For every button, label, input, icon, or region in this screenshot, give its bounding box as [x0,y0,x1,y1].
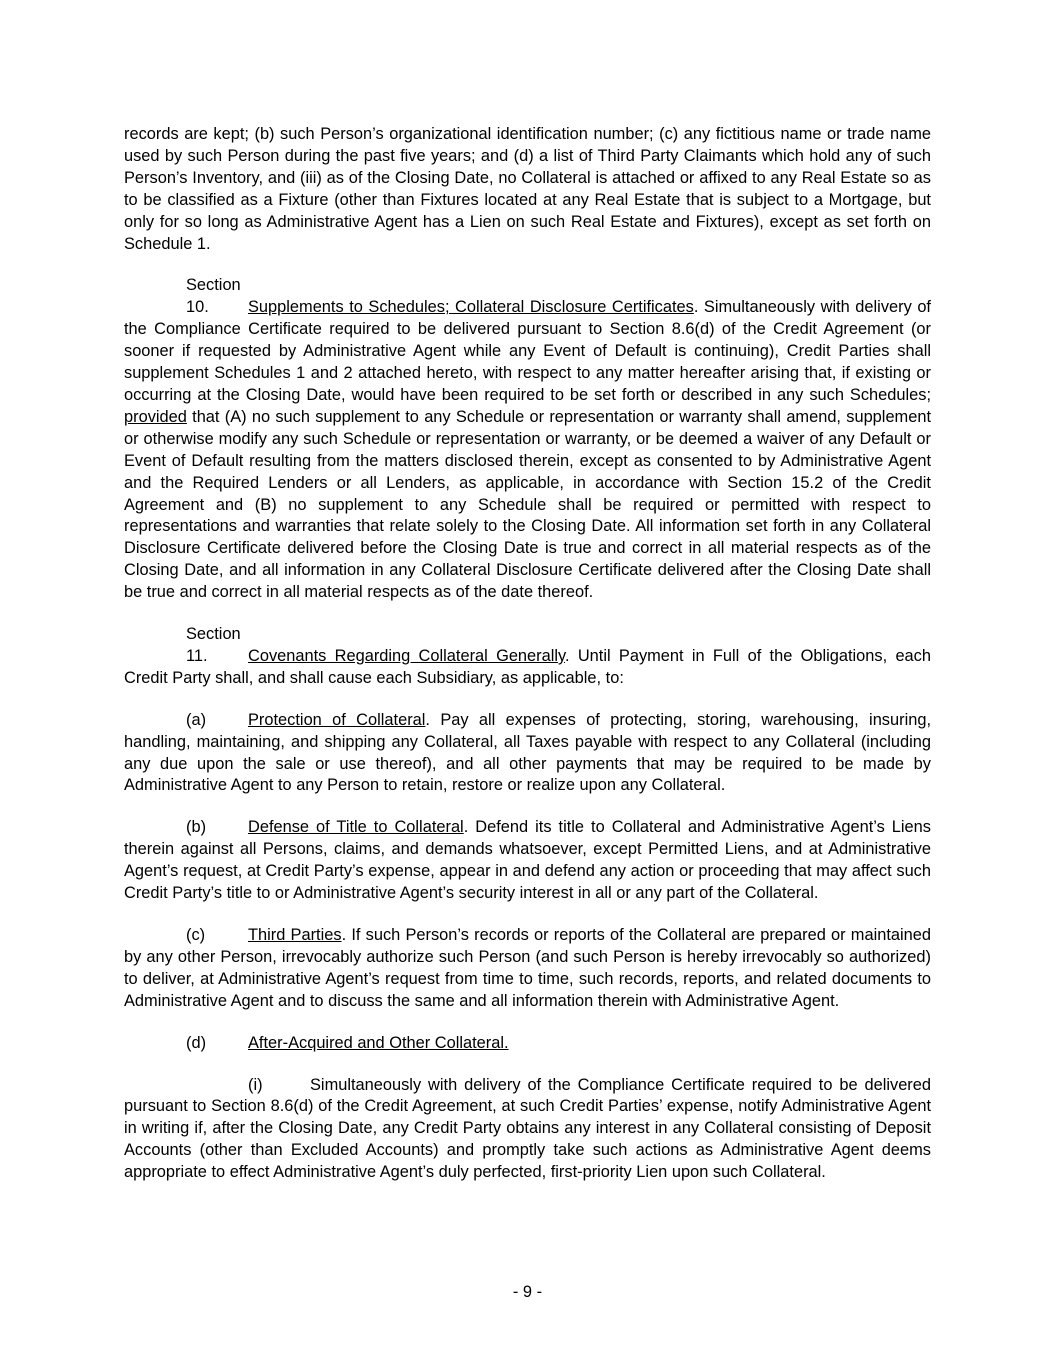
section-10-text-a: . Simultaneously with delivery of the Compliance Certificate required to be delivered pursuant to Section 8.6(d) of the Credit Agreement (or sooner if requested by Administrative Agent while any Event of Default is continuing), Credit Parties shall supplement Schedules 1 and 2 attached hereto, with respect to any matter hereafter arising that, if existing or occurring at the Closing Date, would have been required to be set forth or described in any such Schedules; [124,298,931,404]
document-body [124,124,931,1204]
clause-d-i-text: Simultaneously with delivery of the Compliance Certificate required to be delivered pursuant to Section 8.6(d) of the Credit Agreement, at such Credit Parties’ expense, notify Administrative Agent in writing if, after the Closing Date, any Credit Party obtains any interest in any Collateral consisting of Deposit Accounts (other than Excluded Accounts) and promptly take such actions as Administrative Agent deems appropriate to effect Administrative Agent’s duly perfected, first-priority Lien upon such Collateral. [124,1075,931,1182]
section-10-text-b: that (A) no such supplement to any Schedule or representation or warranty shall amend, supplement or otherwise modify any such Schedule or representation or warranty, or be deemed a waiver of any Default or Event of Default resulting from the matters disclosed therein, except as consented to by Administrative Agent and the Required Lenders or all Lenders, as applicable, in accordance with Section 15.2 of the Credit Agreement and (B) no supplement to any Schedule shall be required or permitted with respect to representations and warranties that relate solely to the Closing Date. All information set forth in any Collateral Disclosure Certificate delivered before the Closing Date is true and correct in all material respects as of the Closing Date, and all information in any Collateral Disclosure Certificate delivered after the Closing Date shall be true and correct in all material respects as of the date thereof. [124,407,931,602]
clause-d-title: After-Acquired and Other Collateral. [248,1033,509,1052]
clause-b-label: (b) [186,818,207,837]
clause-d-i [124,1075,931,1185]
clause-a-title: Protection of Collateral [248,710,426,729]
section-10-title: Supplements to Schedules; Collateral Disclosure Certificates [248,298,694,317]
clause-d [124,1033,931,1055]
section-11-label: Section 11. [186,625,241,665]
section-11-title: Covenants Regarding Collateral Generally [248,646,565,665]
section-10 [124,275,931,604]
clause-c [124,925,931,1013]
clause-a-label: (a) [186,710,207,729]
paragraph-continuation: records are kept; (b) such Person’s organizational identification number; (c) any fictitious name or trade name used by such Person during the past five years; and (d) a list of Third Party Claimants which hold any of such Person’s Inventory, and (iii) as of the Closing Date, no Collateral is attached or affixed to any Real Estate so as to be classified as a Fixture (other than Fixtures located at any Real Estate that is subject to a Mortgage, but only for so long as Administrative Agent has a Lien on such Real Estate and Fixtures), except as set forth on Schedule 1. [124,125,931,253]
section-11-text: . Until Payment in Full of the Obligations, each Credit Party shall, and shall cause each Subsidiary, as applicable, to: [124,646,931,687]
page-number: - 9 - [512,1283,543,1301]
section-11 [124,624,931,690]
clause-c-text: . If such Person’s records or reports of the Collateral are prepared or maintained by any other Person, irrevocably authorize such Person (and such Person is hereby irrevocably so authorized) to deliver, at Administrative Agent’s request from time to time, such records, reports, and related documents to Administrative Agent and to discuss the same and all information therein with Administrative Agent. [124,926,931,1010]
provided-term: provided [124,407,187,426]
clause-c-label: (c) [186,926,206,944]
clause-d-i-label: (i) [248,1075,263,1094]
clause-d-label: (d) [186,1033,207,1052]
clause-a [124,710,931,798]
clause-b [124,817,931,905]
clause-b-text: . Defend its title to Collateral and Administrative Agent’s Liens therein against all Persons, claims, and demands whatsoever, except Permitted Liens, and at Administrative Agent’s request, at Credit Party’s expense, appear in and defend any action or proceeding that may affect such Credit Party’s title to or Administrative Agent’s security interest in all or any part of the Collateral. [124,818,931,903]
clause-a-text: . Pay all expenses of protecting, storing, warehousing, insuring, handling, maintaining, and shipping any Collateral, all Taxes payable with respect to any Collateral (including any due upon the sale or use thereof), and all other payments that may be required to be made by Administrative Agent to any Person to retain, restore or realize upon any Collateral. [124,710,932,795]
section-10-label: Section 10. [186,276,241,317]
clause-c-title: Third Parties [248,926,342,944]
clause-b-title: Defense of Title to Collateral [248,818,464,837]
